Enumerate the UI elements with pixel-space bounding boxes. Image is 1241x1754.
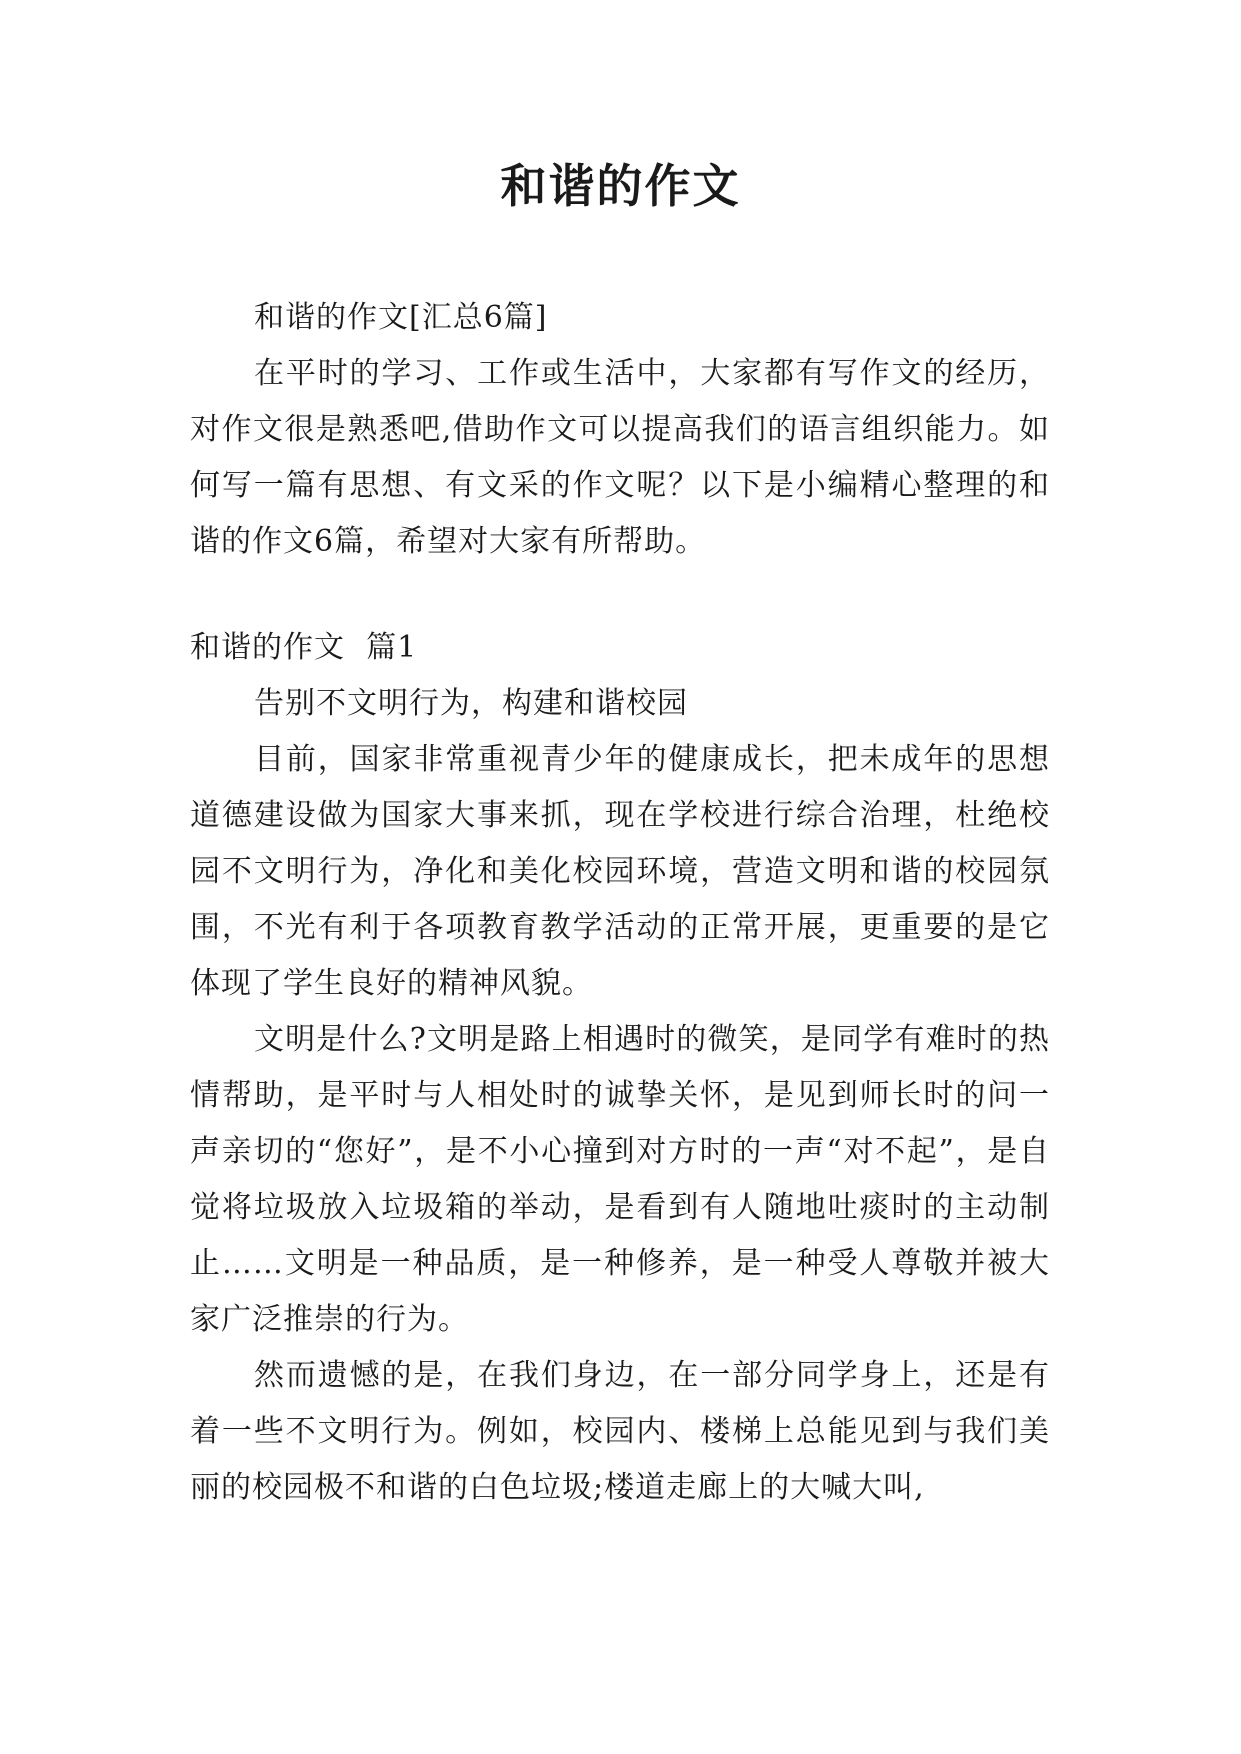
intro-paragraph: 在平时的学习、工作或生活中，大家都有写作文的经历，对作文很是熟悉吧,借助作文可以提高我们的语言组织能力。如何写一篇有思想、有文采的作文呢？以下是小编精心整理的和谐的作文6篇，希望对大家有所帮助。 [190, 356, 1050, 559]
document-body [190, 290, 1050, 1516]
body-paragraph: 目前，国家非常重视青少年的健康成长，把未成年的思想道德建设做为国家大事来抓，现在学校进行综合治理，杜绝校园不文明行为，净化和美化校园环境，营造文明和谐的校园氛围，不光有利于各项教育教学活动的正常开展，更重要的是它体现了学生良好的精神风貌。 [190, 742, 1050, 1001]
section-heading: 和谐的作文 篇1 [190, 630, 418, 665]
section-subtitle: 告别不文明行为，构建和谐校园 [254, 686, 688, 721]
body-paragraph: 文明是什么?文明是路上相遇时的微笑，是同学有难时的热情帮助，是平时与人相处时的诚挚关怀，是见到师长时的问一声亲切的“您好”，是不小心撞到对方时的一声“对不起”，是自觉将垃圾放入垃圾箱的举动，是看到有人随地吐痰时的主动制止……文明是一种品质，是一种修养，是一种受人尊敬并被大家广泛推崇的行为。 [190, 1022, 1050, 1337]
page-title: 和谐的作文 [500, 159, 741, 213]
intro-subtitle: 和谐的作文[汇总6篇] [254, 300, 548, 335]
body-paragraph: 然而遗憾的是，在我们身边，在一部分同学身上，还是有着一些不文明行为。例如，校园内、楼梯上总能见到与我们美丽的校园极不和谐的白色垃圾;楼道走廊上的大喊大叫, [190, 1358, 1050, 1505]
